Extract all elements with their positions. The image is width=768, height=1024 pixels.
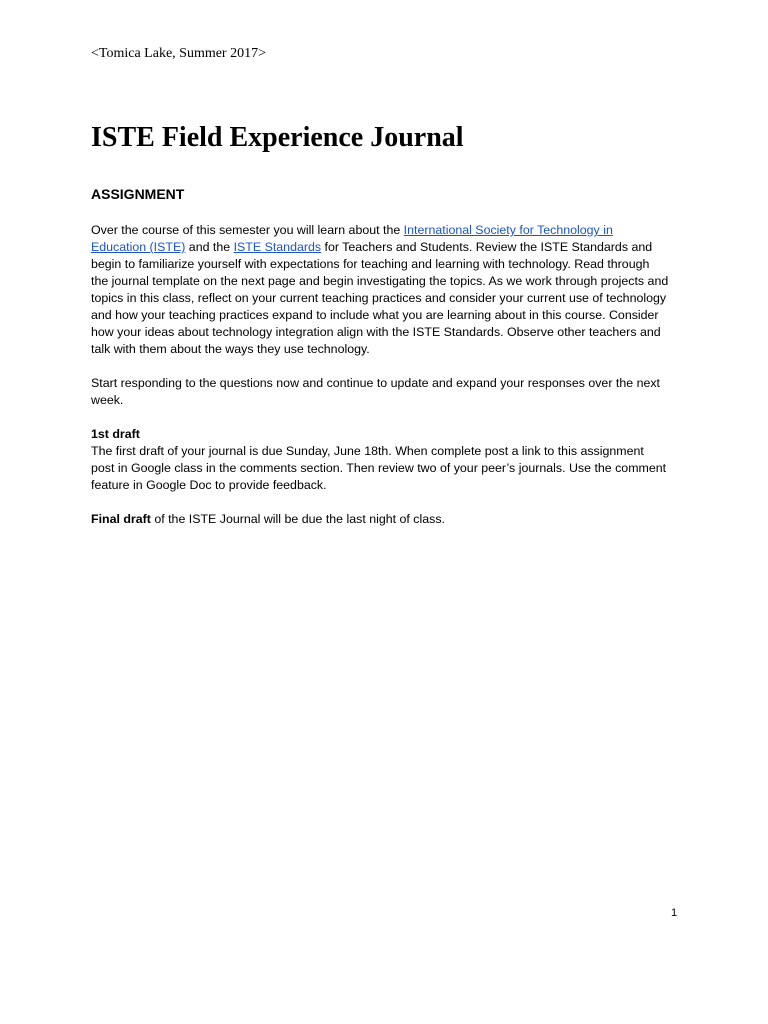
text-run: and the bbox=[185, 240, 234, 254]
paragraph-first-draft bbox=[91, 426, 691, 494]
paragraph-overview bbox=[91, 222, 691, 358]
paragraph-line bbox=[91, 222, 691, 239]
first-draft-heading: 1st draft bbox=[91, 427, 140, 441]
link-iste-organization[interactable]: International Society for Technology in bbox=[403, 223, 613, 237]
text-run: of the ISTE Journal will be due the last night of class. bbox=[150, 512, 445, 526]
final-draft-label: Final draft bbox=[91, 512, 151, 526]
paragraph-line: how your ideas about technology integration align with the ISTE Standards. Observe other teachers and bbox=[91, 325, 661, 339]
paragraph-line: and how your teaching practices expand to include what you are learning about in this course. Consider bbox=[91, 308, 659, 322]
paragraph-line bbox=[91, 239, 691, 256]
document-title: ISTE Field Experience Journal bbox=[91, 122, 464, 153]
paragraph-line: talk with them about the ways they use technology. bbox=[91, 342, 370, 356]
page-number: 1 bbox=[671, 907, 678, 919]
text-run: for Teachers and Students. Review the ISTE Standards and bbox=[321, 240, 653, 254]
paragraph-line: week. bbox=[91, 393, 124, 407]
header-note: <Tomica Lake, Summer 2017> bbox=[91, 46, 266, 61]
paragraph-line: feature in Google Doc to provide feedback. bbox=[91, 478, 327, 492]
paragraph-line bbox=[91, 511, 691, 528]
document-body bbox=[91, 184, 691, 545]
paragraph-line: begin to familiarize yourself with expectations for teaching and learning with technology. Read through bbox=[91, 257, 650, 271]
paragraph-line: post in Google class in the comments section. Then review two of your peer’s journals. Use the comment bbox=[91, 461, 667, 475]
paragraph-final-draft bbox=[91, 511, 691, 528]
link-iste-organization-cont[interactable]: Education (ISTE) bbox=[91, 240, 186, 254]
paragraph-line: topics in this class, reflect on your current teaching practices and consider your current use of technology bbox=[91, 291, 667, 305]
paragraph-line: The first draft of your journal is due Sunday, June 18th. When complete post a link to this assignment bbox=[91, 444, 644, 458]
section-heading-assignment: ASSIGNMENT bbox=[91, 186, 185, 202]
paragraph-line: the journal template on the next page and begin investigating the topics. As we work through projects and bbox=[91, 274, 669, 288]
text-run: Over the course of this semester you will learn about the bbox=[91, 223, 404, 237]
paragraph-line: Start responding to the questions now and continue to update and expand your responses over the next bbox=[91, 376, 660, 390]
paragraph-instructions bbox=[91, 375, 691, 409]
link-iste-standards[interactable]: ISTE Standards bbox=[233, 240, 322, 254]
